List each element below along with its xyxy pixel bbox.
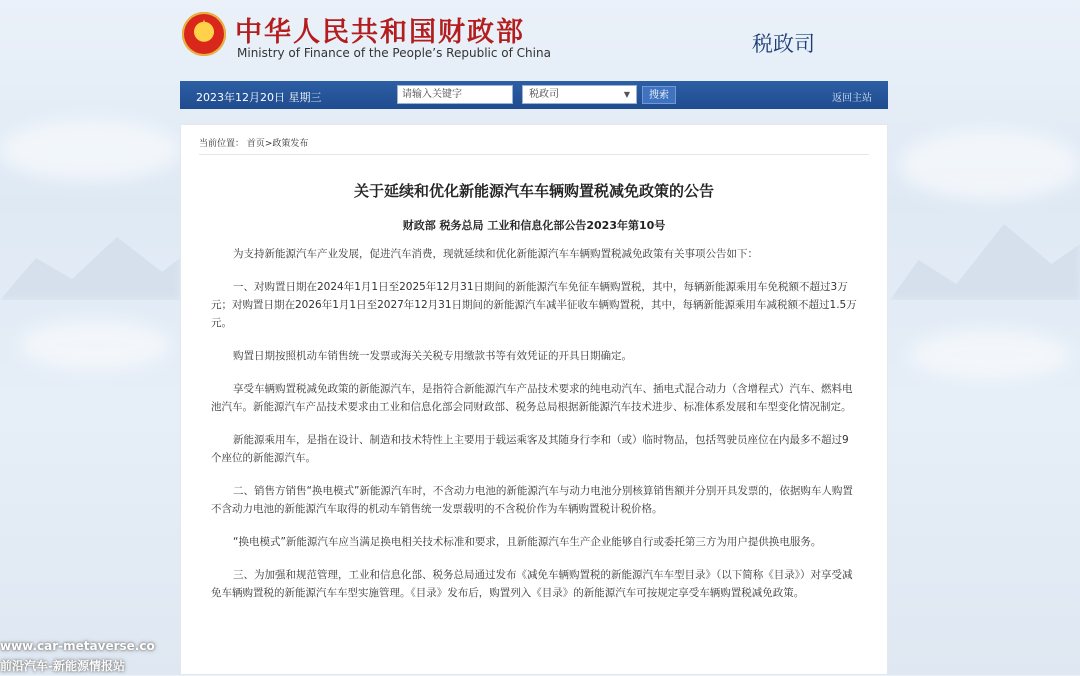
return-home-link[interactable]: 返回主站 [832, 93, 872, 104]
national-emblem-icon[interactable]: ★ [182, 12, 226, 56]
background-cloud [900, 130, 1080, 200]
background-mountain [0, 230, 180, 300]
article-paragraph: 为支持新能源汽车产业发展，促进汽车消费，现就延续和优化新能源汽车车辆购置税减免政策有关事项公告如下： [233, 248, 758, 260]
search-input[interactable]: 请输入关键字 [397, 85, 513, 104]
search-scope-value: 税政司 [529, 89, 559, 100]
article-paragraph: 购置日期按照机动车销售统一发票或海关关税专用缴款书等有效凭证的开具日期确定。 [233, 350, 632, 362]
article-paragraph: 享受车辆购置税减免政策的新能源汽车，是指符合新能源汽车产品技术要求的纯电动汽车、插电式混合动力（含增程式）汽车、燃料电池汽车。新能源汽车产品技术要求由工业和信息化部会同财政部、税务总局根据新能源汽车技术进步、标准体系发展和车型变化情况制定。 [211, 383, 853, 413]
navigation-bar [180, 81, 888, 109]
article-body [211, 245, 857, 617]
breadcrumb[interactable]: 当前位置： 首页>政策发布 [199, 139, 309, 149]
site-header [180, 0, 888, 80]
article-title: 关于延续和优化新能源汽车车辆购置税减免政策的公告 [353, 182, 714, 200]
article-container [180, 124, 888, 675]
department-name: 税政司 [752, 32, 815, 56]
background-cloud [20, 320, 170, 370]
article-paragraph: 三、为加强和规范管理，工业和信息化部、税务总局通过发布《减免车辆购置税的新能源汽车车型目录》（以下简称《目录》）对享受减免车辆购置税的新能源汽车车型实施管理。《目录》发布后，购置列入《目录》的新能源汽车可按规定享受车辆购置税减免政策。 [211, 569, 853, 599]
article-paragraph: 新能源乘用车，是指在设计、制造和技术特性上主要用于载运乘客及其随身行李和（或）临时物品，包括驾驶员座位在内最多不超过9个座位的新能源汽车。 [211, 434, 849, 464]
background-cloud [0, 120, 180, 180]
chevron-down-icon: ▼ [623, 90, 630, 99]
site-title-english: Ministry of Finance of the People’s Republic of China [237, 46, 551, 60]
article-paragraph: “换电模式”新能源汽车应当满足换电相关技术标准和要求，且新能源汽车生产企业能够自行或委托第三方为用户提供换电服务。 [233, 536, 822, 548]
watermark-caption: 前沿汽车-新能源情报站 [0, 659, 125, 673]
article-paragraph: 二、销售方销售“换电模式”新能源汽车时，不含动力电池的新能源汽车与动力电池分别核算销售额并分别开具发票的，依据购车人购置不含动力电池的新能源汽车取得的机动车销售统一发票载明的不含税价作为车辆购置税计税价格。 [211, 485, 853, 515]
background-cloud [910, 330, 1070, 380]
search-scope-select[interactable] [522, 85, 637, 104]
watermark-url: www.car-metaverse.co [0, 639, 155, 653]
divider [199, 154, 869, 155]
background-mountain [890, 220, 1080, 300]
article-paragraph: 一、对购置日期在2024年1月1日至2025年12月31日期间的新能源汽车免征车辆购置税，其中，每辆新能源乘用车免税额不超过3万元；对购置日期在2026年1月1日至2027年12月31日期间的新能源汽车减半征收车辆购置税，其中，每辆新能源乘用车减税额不超过1.5万元。 [211, 281, 857, 329]
watermark [0, 636, 190, 676]
current-date: 2023年12月20日 星期三 [196, 91, 322, 104]
site-title[interactable]: 中华人民共和国财政部 [235, 17, 525, 48]
article-subtitle: 财政部 税务总局 工业和信息化部公告2023年第10号 [402, 219, 666, 232]
search-button[interactable]: 搜索 [642, 86, 676, 104]
